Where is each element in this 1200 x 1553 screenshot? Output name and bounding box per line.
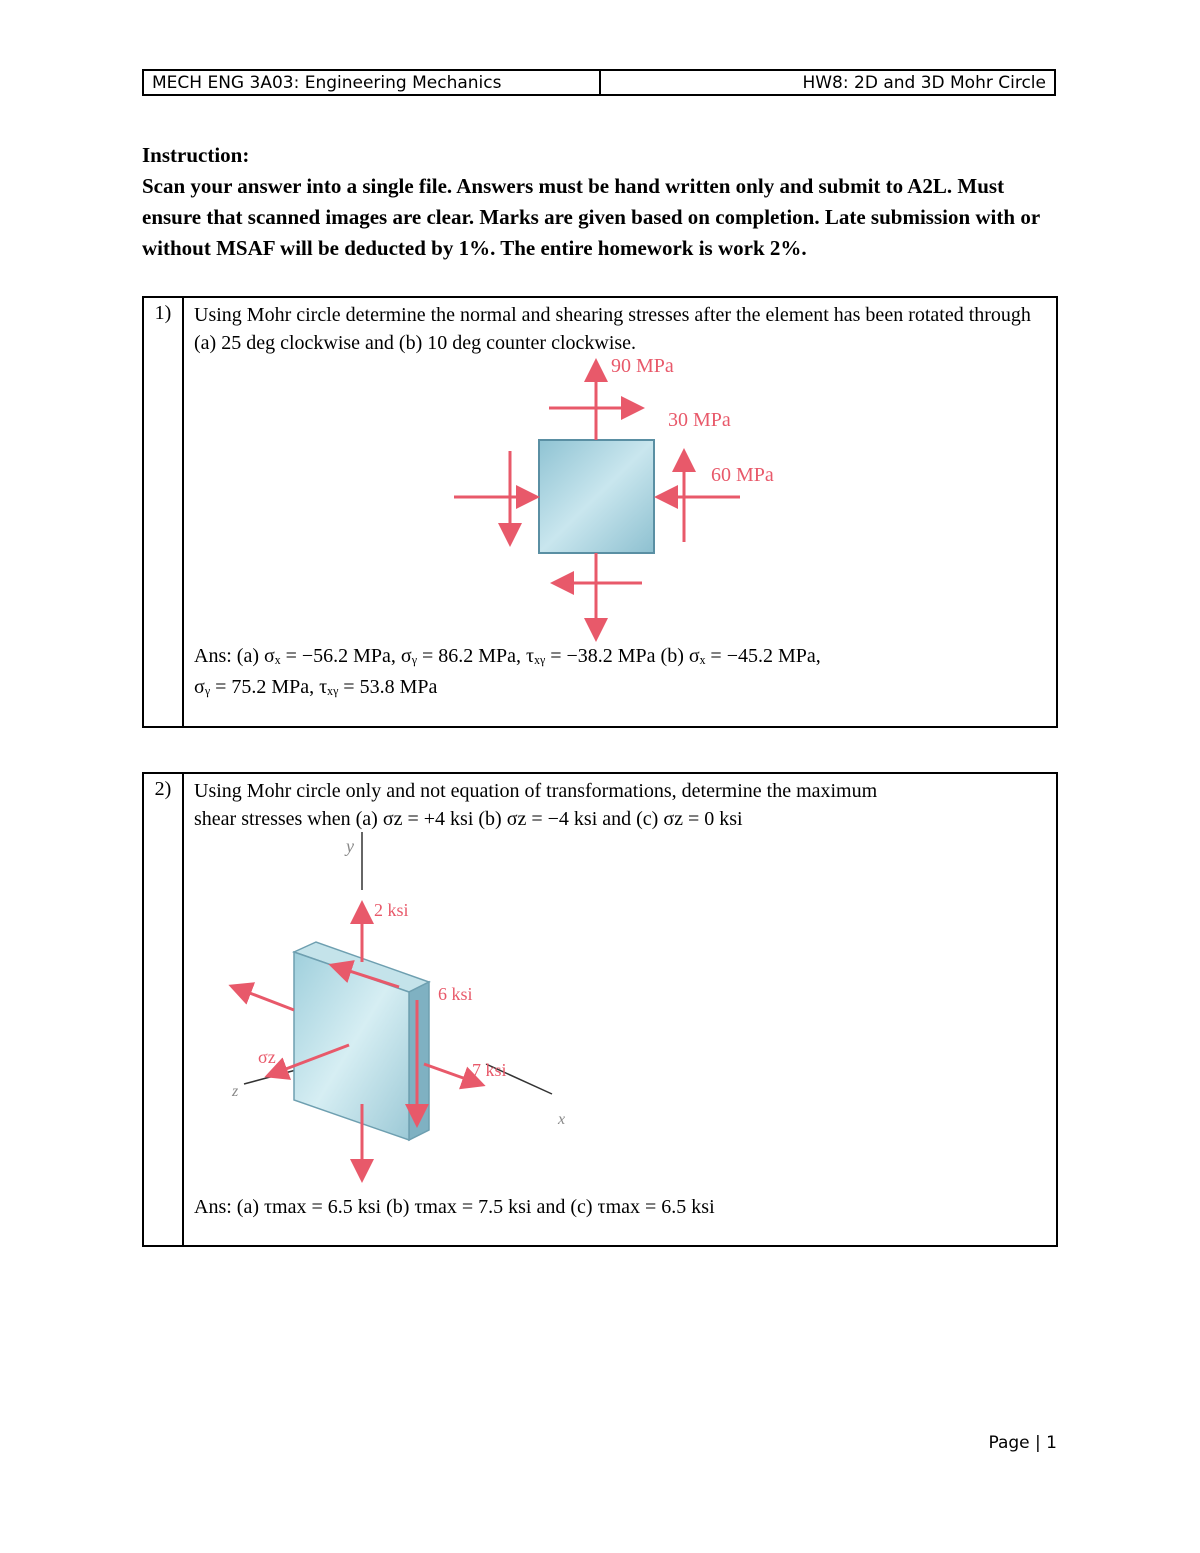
question-2-line-1: Using Mohr circle only and not equation of transformations, determine the maximum [194, 780, 878, 802]
question-2-box [142, 772, 1058, 1247]
question-number: 2) [144, 774, 184, 1245]
question-number: 1) [144, 298, 184, 726]
question-2-answer: Ans: (a) τmax = 6.5 ksi (b) τmax = 7.5 ksi and (c) τmax = 6.5 ksi [194, 1196, 715, 1218]
label-2ksi: 2 ksi [374, 900, 409, 920]
x-axis-label: x [558, 1111, 566, 1128]
label-30mpa: 30 MPa [668, 409, 731, 431]
page-number: Page | 1 [988, 1433, 1057, 1453]
course-title: MECH ENG 3A03: Engineering Mechanics [144, 71, 601, 94]
label-6ksi: 6 ksi [438, 984, 473, 1004]
block-side-face [409, 982, 429, 1140]
instruction-title: Instruction: [142, 143, 250, 167]
label-7ksi: 7 ksi [472, 1060, 507, 1080]
question-1-text: Using Mohr circle determine the normal and shearing stresses after the element has been rotated through (a) 25 deg clockwise and (b) 10 deg counter clockwise. [194, 304, 1031, 354]
question-2-text [194, 777, 1044, 833]
instruction-body: Scan your answer into a single file. Answers must be hand written only and submit to A2L. Must ensure that scanned images are clear. Marks are given based on completion. Late submission with or without MSAF will be deducted by 1%. The entire homework is work 2%. [142, 174, 1040, 260]
y-axis-label: y [346, 836, 354, 856]
question-2-line-2: shear stresses when (a) σz = +4 ksi (b) σz = −4 ksi and (c) σz = 0 ksi [194, 808, 743, 830]
page-header [142, 69, 1056, 96]
homework-title: HW8: 2D and 3D Mohr Circle [802, 72, 1046, 93]
instruction-block [142, 140, 1062, 264]
arrow-back-normal [234, 987, 294, 1010]
answer-line-2: σᵧ = 75.2 MPa, τₓᵧ = 53.8 MPa [194, 676, 438, 698]
stress-element-3d-diagram [224, 832, 644, 1192]
question-1-box [142, 296, 1058, 728]
label-90mpa: 90 MPa [611, 356, 674, 377]
z-axis [244, 1070, 296, 1084]
label-60mpa: 60 MPa [711, 464, 774, 486]
stress-block [539, 440, 654, 553]
label-sigma-z: σz [258, 1047, 276, 1067]
stress-element-2d-diagram [444, 356, 844, 646]
answer-line-1: Ans: (a) σₓ = −56.2 MPa, σᵧ = 86.2 MPa, τₓᵧ = −38.2 MPa (b) σₓ = −45.2 MPa, [194, 645, 821, 667]
question-1-answer [194, 641, 821, 703]
z-axis-label: z [232, 1083, 239, 1100]
